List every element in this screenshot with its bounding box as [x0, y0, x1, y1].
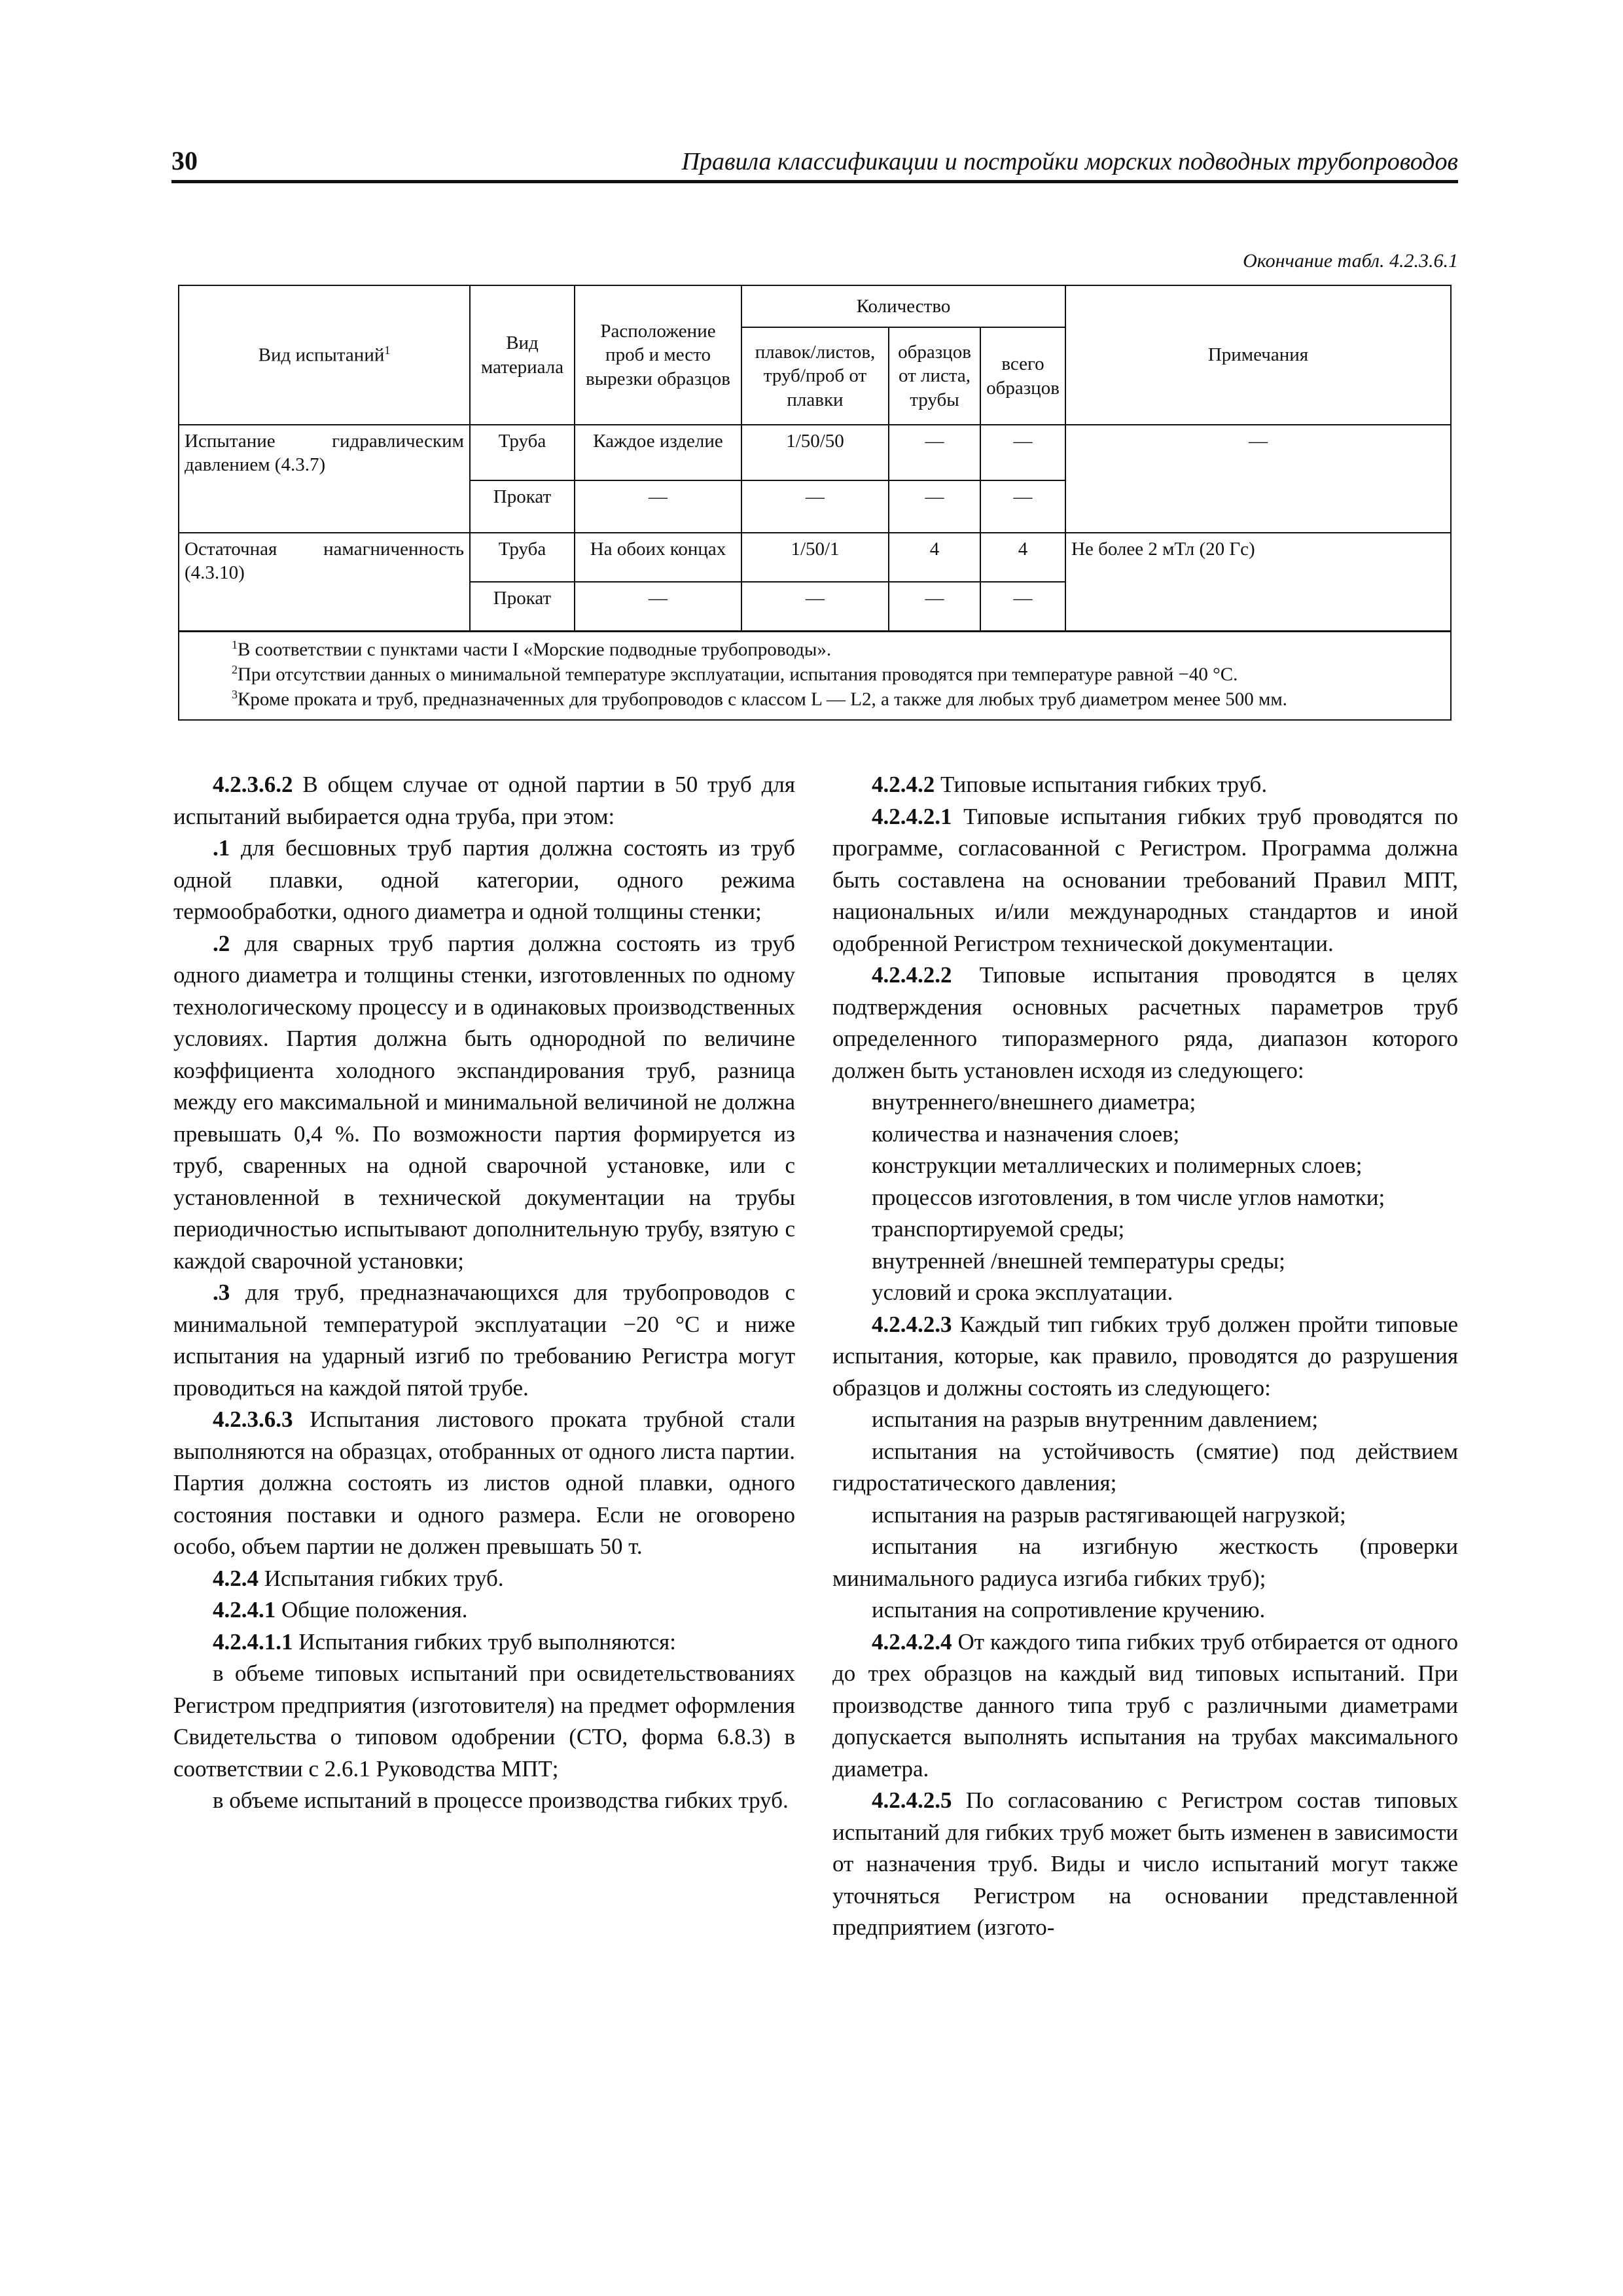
paragraph — [173, 1277, 795, 1404]
header-q-total: всего образцов — [980, 327, 1065, 425]
cell-heats: — — [741, 480, 889, 533]
page-header — [171, 134, 1458, 183]
paragraph-text: Испытания гибких труб. — [259, 1565, 504, 1591]
cell-heats: 1/50/50 — [741, 425, 889, 480]
header-test-type: Вид испытаний$^1$ — [179, 285, 470, 425]
paragraph — [173, 928, 795, 1278]
footnote: $^1$В соответствии с пунктами части I «Морские подводные трубопроводы». — [232, 637, 832, 660]
cell-specimens: — — [889, 480, 980, 533]
paragraph-text: транспортируемой среды; — [872, 1216, 1125, 1242]
paragraph-text: в объеме типовых испытаний при освидетельствованиях Регистром предприятия (изготовителя) на предмет оформления Свидетельства о типовом одобрении (СТО, форма 6.8.3) в соответствии с 2.6.1 Руководства МПТ; — [173, 1660, 795, 1782]
paragraph — [832, 1119, 1458, 1151]
cell-material: Прокат — [470, 480, 575, 533]
paragraph — [173, 1658, 795, 1785]
cell-location: Каждое изделие — [575, 425, 741, 480]
paragraph — [832, 1436, 1458, 1499]
running-title: Правила классификации и постройки морских подводных трубопроводов — [681, 148, 1458, 175]
clause-number: 4.2.4.2.5 — [872, 1787, 952, 1813]
paragraph — [832, 1277, 1458, 1309]
cell-location: На обоих концах — [575, 533, 741, 582]
clause-number: 4.2.3.6.3 — [213, 1407, 293, 1432]
paragraph — [832, 1531, 1458, 1594]
paragraph — [173, 1626, 795, 1659]
paragraph-text: Типовые испытания проводятся в целях подтверждения основных расчетных параметров труб определенного типоразмерного ряда, диапазон которого должен быть установлен исходя из следующего: — [832, 962, 1458, 1083]
paragraph-text: Испытания гибких труб выполняются: — [293, 1628, 676, 1655]
cell-material: Труба — [470, 425, 575, 480]
cell-total: — — [980, 425, 1065, 480]
table-row — [179, 533, 1451, 582]
paragraph-text: От каждого типа гибких труб отбирается от одного до трех образцов на каждый вид типовых испытаний. При производстве данного типа труб с различными диаметрами допускается выполнять испытания на трубах максимального диаметра. — [832, 1628, 1458, 1782]
paragraph-text: По согласованию с Регистром состав типовых испытаний для гибких труб может быть изменен в зависимости от назначения труб. Виды и число испытаний могут также уточняться Регистром на основании представленной предприятием (изгото- — [832, 1787, 1458, 1940]
paragraph-text: конструкции металлических и полимерных слоев; — [872, 1153, 1363, 1178]
table-row — [179, 425, 1451, 480]
left-column — [173, 769, 795, 1817]
paragraph-text: Общие положения. — [276, 1597, 468, 1623]
paragraph — [832, 1594, 1458, 1626]
paragraph — [832, 1182, 1458, 1214]
paragraph — [173, 769, 795, 833]
paragraph-text: Типовые испытания гибких труб проводятся по программе, согласованной с Регистром. Программа должна быть составлена на основании требований Правил МПТ, национальных и/или международных стандартов и иной одобренной Регистром технической документации. — [832, 803, 1458, 956]
footnote: $^3$Кроме проката и труб, предназначенных для трубопроводов с классом L — L2, а также для любых труб диаметром менее 500 мм. — [232, 688, 1287, 710]
clause-number: 4.2.4.1.1 — [213, 1628, 293, 1655]
clause-number: 4.2.4 — [213, 1565, 259, 1591]
cell-material: Прокат — [470, 582, 575, 631]
paragraph-text: испытания на разрыв внутренним давлением; — [872, 1407, 1319, 1432]
footnotes-cell — [179, 631, 1451, 720]
right-column — [832, 769, 1458, 1944]
cell-specimens: 4 — [889, 533, 980, 582]
paragraph-text: для сварных труб партия должна состоять из труб одного диаметра и толщины стенки, изготовленных по одному технологическому процессу и в одинаковых производственных условиях. Партия должна быть однородной по величине коэффициента холодного экспандирования труб, разница между его максимальной и минимальной величиной не должна превышать 0,4 %. По возможности партия формируется из труб, сваренных на одной сварочной установке, или с установленной в технической документации на трубы периодичностью испытывают дополнительную трубу, взятую с каждой сварочной установки; — [173, 930, 795, 1274]
cell-material: Труба — [470, 533, 575, 582]
paragraph — [832, 1626, 1458, 1785]
page-number: 30 — [171, 146, 198, 175]
paragraph-text: в объеме испытаний в процессе производства гибких труб. — [213, 1787, 789, 1813]
paragraph — [173, 1785, 795, 1817]
paragraph — [173, 1563, 795, 1595]
paragraph — [832, 1499, 1458, 1532]
paragraph-text: внутренней /внешней температуры среды; — [872, 1247, 1285, 1274]
paragraph-text: Испытания листового проката трубной стали выполняются на образцах, отобранных от одного листа партии. Партия должна состоять из листов одной плавки, одного состояния поставки и одного размера. Если не оговорено особо, объем партии не должен превышать 50 т. — [173, 1407, 795, 1559]
header-q-heats: плавок/листов, труб/проб от плавки — [741, 327, 889, 425]
clause-number: 4.2.4.2.4 — [872, 1628, 952, 1655]
paragraph — [832, 960, 1458, 1086]
cell-notes: Не более 2 мТл (20 Гс) — [1065, 533, 1451, 631]
clause-number: .2 — [213, 930, 230, 956]
clause-number: 4.2.4.2.3 — [872, 1311, 952, 1337]
cell-specimens: — — [889, 425, 980, 480]
paragraph-text: испытания на разрыв растягивающей нагрузкой; — [872, 1501, 1346, 1528]
paragraph-text: испытания на устойчивость (смятие) под действием гидростатического давления; — [832, 1438, 1458, 1496]
cell-test: Испытание гидравлическим давлением (4.3.7) — [179, 425, 470, 533]
clause-number: 4.2.4.1 — [213, 1597, 276, 1623]
header-location: Расположение проб и место вырезки образцов — [575, 285, 741, 425]
paragraph — [832, 1246, 1458, 1278]
footnote: $^2$При отсутствии данных о минимальной температуре эксплуатации, испытания проводятся при температуре равной −40 °С. — [232, 662, 1238, 685]
clause-number: .3 — [213, 1280, 230, 1305]
paragraph — [832, 1309, 1458, 1405]
paragraph-text: условий и срока эксплуатации. — [872, 1280, 1173, 1305]
clause-number: 4.2.4.2.2 — [872, 962, 952, 988]
paragraph — [173, 1404, 795, 1563]
clause-number: 4.2.3.6.2 — [213, 772, 293, 797]
paragraph-text: процессов изготовления, в том числе углов намотки; — [872, 1184, 1385, 1210]
paragraph — [832, 1213, 1458, 1246]
paragraph-text: испытания на изгибную жесткость (проверки минимального радиуса изгиба гибких труб); — [832, 1534, 1458, 1591]
paragraph-text: Каждый тип гибких труб должен пройти типовые испытания, которые, как правило, проводятся до разрушения образцов и должны состоять из следующего: — [832, 1311, 1458, 1401]
cell-location: — — [575, 480, 741, 533]
paragraph-text: Типовые испытания гибких труб. — [935, 772, 1268, 797]
paragraph — [832, 769, 1458, 801]
cell-heats: — — [741, 582, 889, 631]
paragraph — [832, 1086, 1458, 1119]
cell-test: Остаточная намагниченность (4.3.10) — [179, 533, 470, 631]
cell-total: — — [980, 582, 1065, 631]
cell-specimens: — — [889, 582, 980, 631]
paragraph-text: для труб, предназначающихся для трубопроводов с минимальной температурой эксплуатации −20 °С и ниже испытания на ударный изгиб по требованию Регистра могут проводиться на каждой пятой трубе. — [173, 1280, 795, 1401]
header-notes: Примечания — [1065, 285, 1451, 425]
paragraph — [832, 1150, 1458, 1182]
clause-number: .1 — [213, 835, 230, 861]
paragraph-text: количества и назначения слоев; — [872, 1121, 1180, 1147]
header-quantity: Количество — [741, 285, 1065, 327]
paragraph-text: В общем случае от одной партии в 50 труб для испытаний выбирается одна труба, при этом: — [173, 772, 795, 829]
paragraph — [832, 1404, 1458, 1436]
paragraph — [173, 1594, 795, 1626]
cell-total: 4 — [980, 533, 1065, 582]
header-material: Вид материала — [470, 285, 575, 425]
paragraph — [832, 801, 1458, 960]
paragraph — [173, 833, 795, 928]
clause-number: 4.2.4.2.1 — [872, 803, 952, 829]
clause-number: 4.2.4.2 — [872, 772, 935, 797]
table-footnotes — [179, 631, 1451, 720]
tests-table — [178, 285, 1452, 721]
paragraph-text: внутреннего/внешнего диаметра; — [872, 1089, 1196, 1115]
cell-location: — — [575, 582, 741, 631]
cell-total: — — [980, 480, 1065, 533]
paragraph-text: испытания на сопротивление кручению. — [872, 1597, 1266, 1623]
header-q-specimens: образцов от листа, трубы — [889, 327, 980, 425]
paragraph — [832, 1785, 1458, 1944]
paragraph-text: для бесшовных труб партия должна состоять из труб одной плавки, одной категории, одного режима термообработки, одного диаметра и одной толщины стенки; — [173, 835, 795, 924]
table-caption: Окончание табл. 4.2.3.6.1 — [1243, 250, 1458, 272]
cell-notes: — — [1065, 425, 1451, 533]
cell-heats: 1/50/1 — [741, 533, 889, 582]
